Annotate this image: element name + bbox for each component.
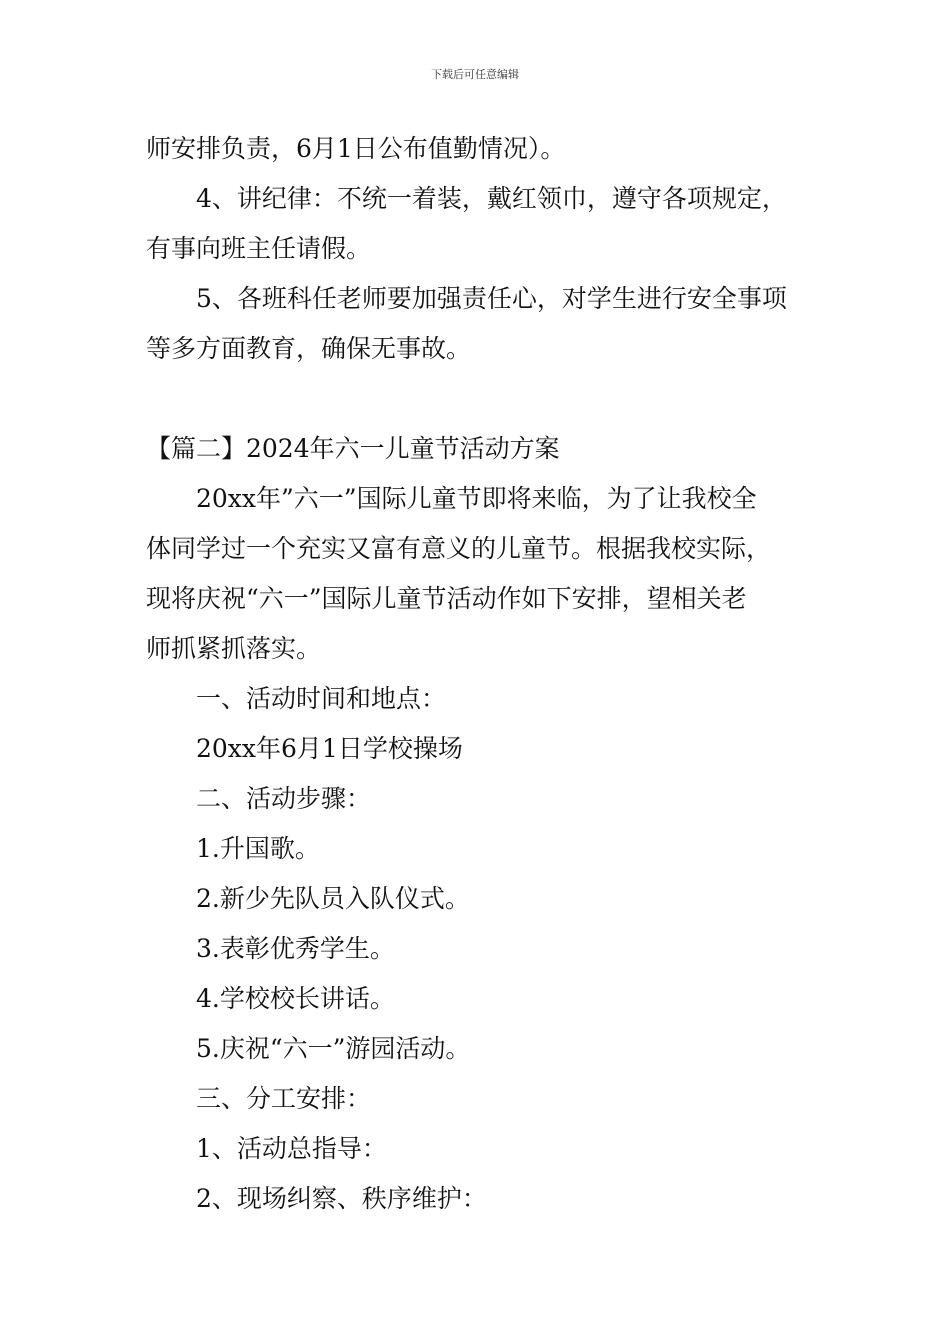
paragraph-line: 体同学过一个充实又富有意义的儿童节。根据我校实际， <box>146 534 772 563</box>
paragraph-line: 5、各班科任老师要加强责任心，对学生进行安全事项 <box>196 284 787 313</box>
list-item: 4.学校校长讲话。 <box>196 984 395 1013</box>
paragraph-line: 有事向班主任请假。 <box>146 234 372 263</box>
paragraph-line: 20xx年6月1日学校操场 <box>196 734 463 763</box>
heading-line: 一、活动时间和地点： <box>196 684 447 713</box>
list-item: 1、活动总指导： <box>196 1134 387 1163</box>
paragraph-line: 师抓紧抓落实。 <box>146 634 322 663</box>
paragraph-line: 20xx年”六一”国际儿童节即将来临，为了让我校全 <box>196 484 757 513</box>
paragraph-line: 4、讲纪律：不统一着装，戴红领巾，遵守各项规定， <box>196 184 787 213</box>
list-item: 3.表彰优秀学生。 <box>196 934 395 963</box>
heading-line: 二、活动步骤： <box>196 784 372 813</box>
list-item: 1.升国歌。 <box>196 834 320 863</box>
paragraph-line: 现将庆祝“六一”国际儿童节活动作如下安排，望相关老 <box>146 584 747 613</box>
section-title: 【篇二】2024年六一儿童节活动方案 <box>146 434 560 463</box>
header-note: 下载后可任意编辑 <box>431 68 519 81</box>
list-item: 2.新少先队员入队仪式。 <box>196 884 470 913</box>
list-item: 5.庆祝“六一”游园活动。 <box>196 1034 471 1063</box>
paragraph-line: 师安排负责，6月1日公布值勤情况）。 <box>146 134 566 163</box>
heading-line: 三、分工安排： <box>196 1084 372 1113</box>
paragraph-line: 等多方面教育，确保无事故。 <box>146 334 472 363</box>
list-item: 2、现场纠察、秩序维护： <box>196 1184 487 1213</box>
